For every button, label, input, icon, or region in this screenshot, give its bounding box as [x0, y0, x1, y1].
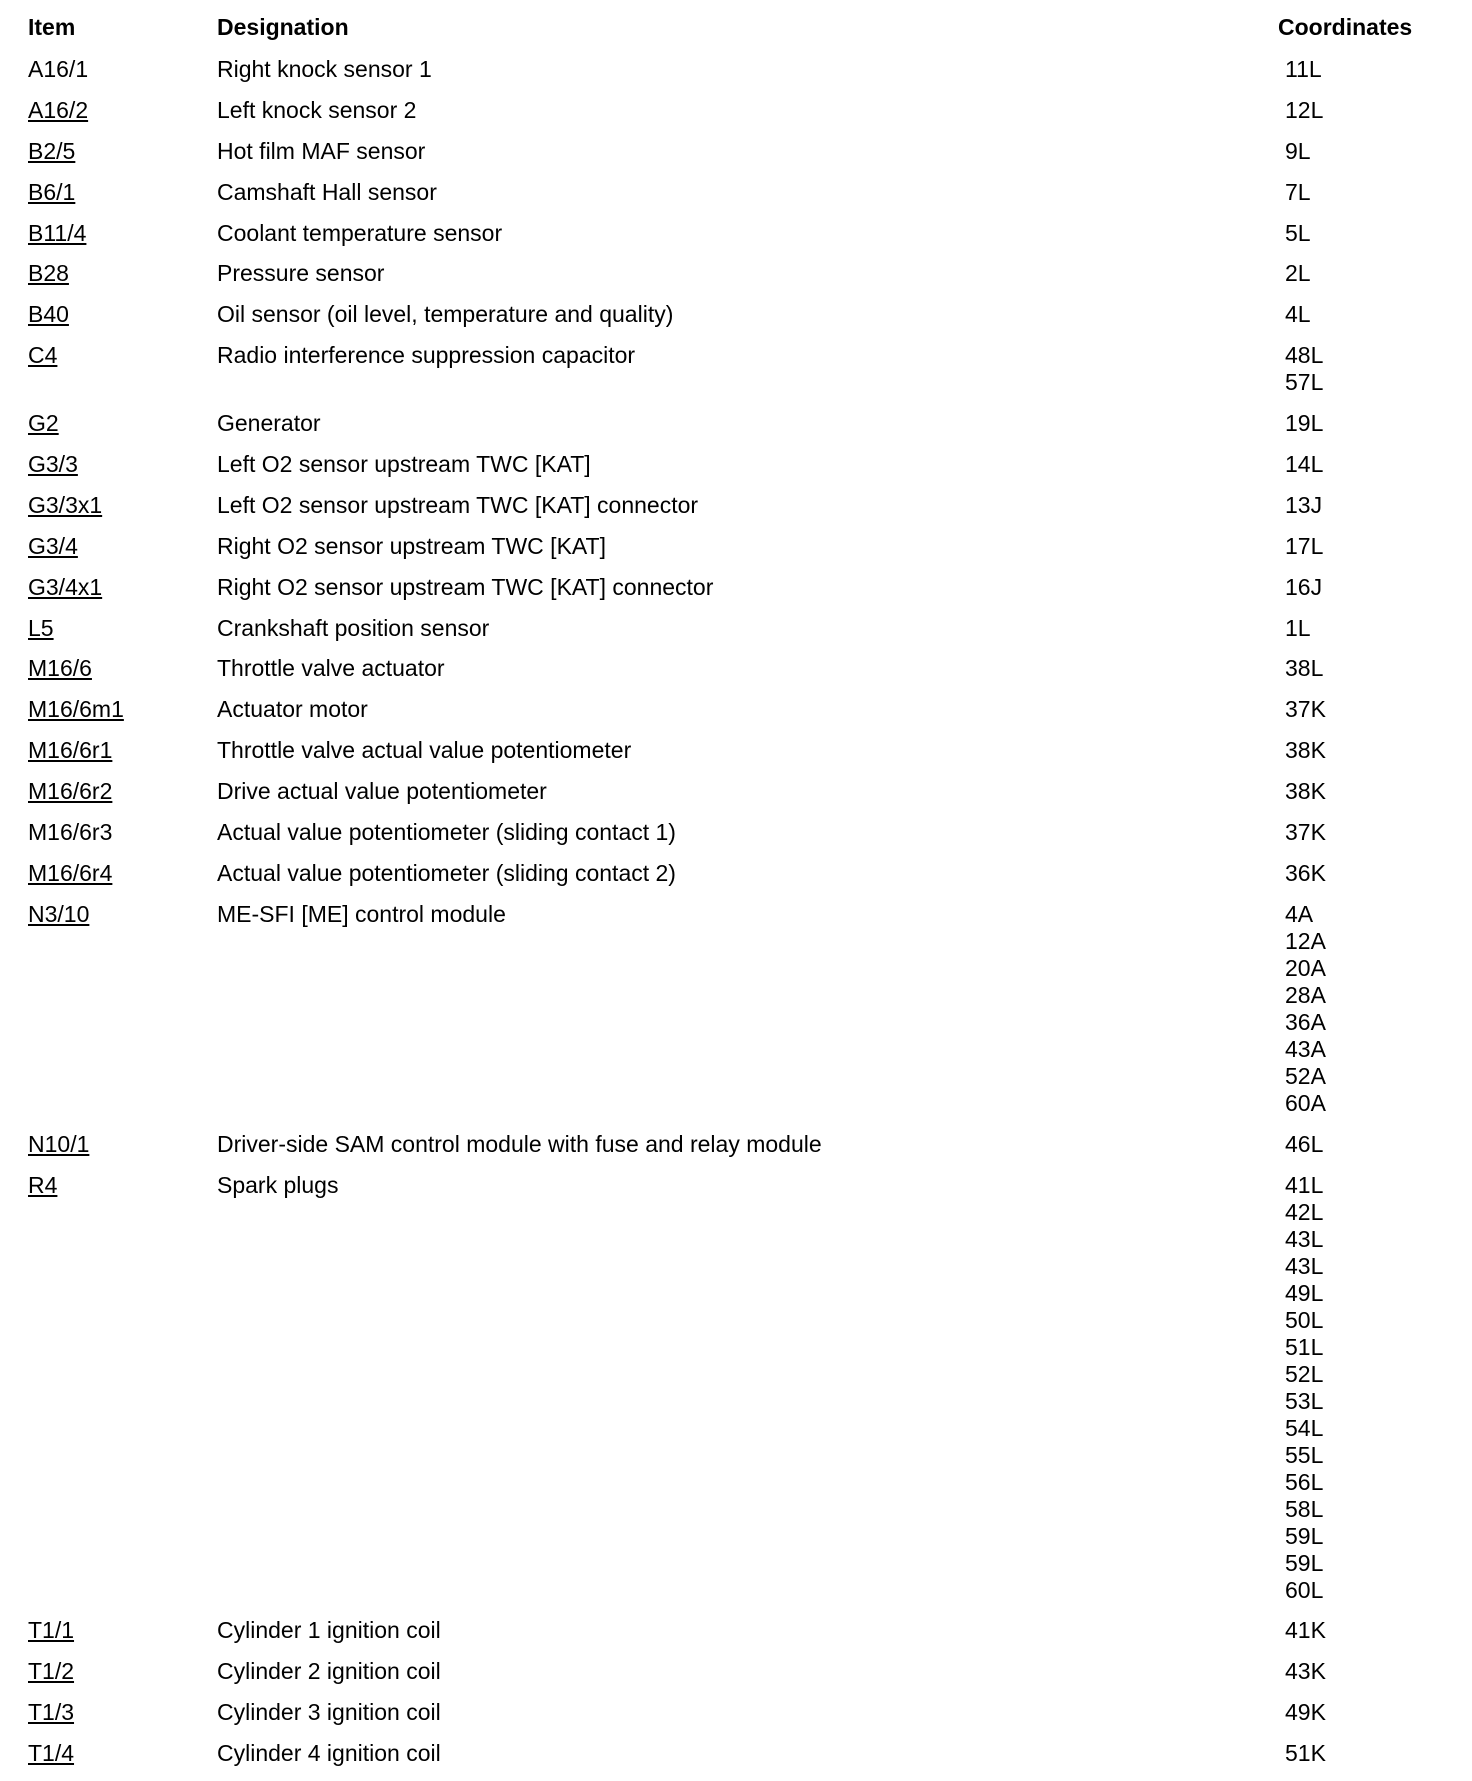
coordinate-value: 43A [1285, 1035, 1326, 1062]
table-row [28, 97, 1448, 138]
coordinate-value: 41L [1285, 1171, 1324, 1198]
designation-text: Cylinder 4 ignition coil [217, 1740, 441, 1767]
designation-text: Actual value potentiometer (sliding contact 1) [217, 819, 676, 846]
item-link[interactable]: M16/6r1 [28, 737, 113, 764]
item-link[interactable]: B11/4 [28, 219, 87, 246]
coordinates-cell [1285, 138, 1448, 165]
item-link[interactable]: T1/3 [28, 1699, 75, 1726]
coordinates-cell [1285, 260, 1448, 287]
item-link[interactable]: B6/1 [28, 178, 76, 205]
coordinate-value: 51L [1285, 1333, 1324, 1360]
coordinate-value: 14L [1285, 451, 1324, 478]
coordinate-value: 54L [1285, 1414, 1324, 1441]
coordinate-value: 5L [1285, 219, 1311, 246]
coordinate-value: 38L [1285, 655, 1324, 682]
table-row [28, 1131, 1448, 1172]
table-row [28, 533, 1448, 574]
coordinate-value: 60L [1285, 1576, 1324, 1603]
designation-text: Hot film MAF sensor [217, 137, 426, 164]
table-row [28, 860, 1448, 901]
coordinates-cell [1285, 1658, 1448, 1685]
table-row [28, 451, 1448, 492]
coordinate-value: 53L [1285, 1387, 1324, 1414]
coordinate-value: 59L [1285, 1522, 1324, 1549]
coordinates-cell [1285, 615, 1448, 642]
coordinate-value: 4A [1285, 900, 1314, 927]
table-row [28, 138, 1448, 179]
component-legend-table [28, 12, 1448, 1781]
table-body [28, 56, 1448, 1781]
coordinate-value: 46L [1285, 1130, 1324, 1157]
coordinate-value: 57L [1285, 369, 1324, 396]
designation-text: Throttle valve actual value potentiometer [217, 737, 632, 764]
item-link[interactable]: B28 [28, 260, 69, 287]
designation-text: Right knock sensor 1 [217, 56, 432, 82]
item-link[interactable]: M16/6 [28, 655, 92, 682]
coordinate-value: 9L [1285, 137, 1311, 164]
designation-text: Drive actual value potentiometer [217, 778, 547, 805]
coordinate-value: 38K [1285, 737, 1326, 764]
coordinate-value: 41K [1285, 1617, 1326, 1644]
coordinate-value: 58L [1285, 1495, 1324, 1522]
designation-text: Right O2 sensor upstream TWC [KAT] [217, 532, 606, 559]
coordinate-value: 59L [1285, 1549, 1324, 1576]
coordinate-value: 43L [1285, 1225, 1324, 1252]
coordinate-value: 20A [1285, 954, 1326, 981]
table-row [28, 220, 1448, 261]
coordinates-cell [1285, 533, 1448, 560]
designation-text: Spark plugs [217, 1171, 339, 1198]
coordinate-value: 1L [1285, 614, 1311, 641]
coordinates-cell [1285, 220, 1448, 247]
coordinate-value: 43L [1285, 1252, 1324, 1279]
table-row [28, 615, 1448, 656]
designation-text: Left O2 sensor upstream TWC [KAT] connector [217, 491, 699, 518]
coordinate-value: 12L [1285, 96, 1324, 123]
coordinates-cell [1285, 1740, 1448, 1767]
coordinate-value: 13J [1285, 491, 1323, 518]
coordinates-cell [1285, 1131, 1448, 1158]
table-row [28, 1172, 1448, 1618]
coordinates-cell [1285, 492, 1448, 519]
item-link[interactable]: G3/3x1 [28, 491, 103, 518]
coordinate-value: 52A [1285, 1062, 1326, 1089]
designation-text: Actual value potentiometer (sliding contact 2) [217, 859, 676, 886]
item-link[interactable]: L5 [28, 614, 54, 641]
item-link[interactable]: B40 [28, 301, 69, 328]
coordinate-value: 55L [1285, 1441, 1324, 1468]
item-link[interactable]: G3/4x1 [28, 573, 103, 600]
coordinate-value: 2L [1285, 260, 1311, 287]
coordinates-cell [1285, 860, 1448, 887]
coordinate-value: 49L [1285, 1279, 1324, 1306]
table-row [28, 179, 1448, 220]
coordinate-value: 28A [1285, 981, 1326, 1008]
designation-text: Actuator motor [217, 696, 368, 723]
table-row [28, 1740, 1448, 1781]
header-item: Item [28, 14, 76, 40]
coordinates-cell [1285, 97, 1448, 124]
item-link[interactable]: C4 [28, 342, 58, 369]
coordinate-value: 17L [1285, 532, 1324, 559]
header-coordinates: Coordinates [1278, 14, 1413, 40]
table-row [28, 1617, 1448, 1658]
table-row [28, 819, 1448, 860]
item-link[interactable]: G3/4 [28, 532, 78, 559]
table-row [28, 260, 1448, 301]
table-row [28, 342, 1448, 410]
table-row [28, 56, 1448, 97]
item-link[interactable]: A16/2 [28, 96, 89, 123]
coordinates-cell [1285, 655, 1448, 682]
item-link[interactable]: T1/4 [28, 1740, 75, 1767]
coordinates-cell [1285, 301, 1448, 328]
coordinate-value: 56L [1285, 1468, 1324, 1495]
coordinate-value: 36A [1285, 1008, 1326, 1035]
designation-text: Crankshaft position sensor [217, 614, 490, 641]
coordinates-cell [1285, 410, 1448, 437]
item-code: A16/1 [28, 56, 89, 82]
header-designation: Designation [217, 14, 349, 40]
designation-text: Left knock sensor 2 [217, 96, 417, 123]
table-row [28, 901, 1448, 1131]
coordinate-value: 60A [1285, 1089, 1326, 1116]
item-link[interactable]: M16/6m1 [28, 696, 124, 723]
designation-text: Left O2 sensor upstream TWC [KAT] [217, 451, 591, 478]
designation-text: Cylinder 3 ignition coil [217, 1699, 441, 1726]
coordinate-value: 7L [1285, 178, 1311, 205]
table-row [28, 1699, 1448, 1740]
coordinates-cell [1285, 778, 1448, 805]
item-link[interactable]: N3/10 [28, 900, 90, 927]
designation-text: Cylinder 1 ignition coil [217, 1617, 441, 1644]
coordinates-cell [1285, 342, 1448, 396]
coordinates-cell [1285, 179, 1448, 206]
item-link[interactable]: N10/1 [28, 1130, 90, 1157]
item-link[interactable]: R4 [28, 1171, 58, 1198]
item-code: M16/6r3 [28, 819, 113, 846]
item-link[interactable]: T1/1 [28, 1617, 75, 1644]
coordinates-cell [1285, 737, 1448, 764]
coordinates-cell [1285, 901, 1448, 1117]
coordinate-value: 43K [1285, 1658, 1326, 1685]
table-row [28, 410, 1448, 451]
coordinate-value: 42L [1285, 1198, 1324, 1225]
item-link[interactable]: M16/6r2 [28, 778, 113, 805]
designation-text: Generator [217, 410, 321, 437]
coordinate-value: 4L [1285, 301, 1311, 328]
designation-text: Throttle valve actuator [217, 655, 445, 682]
designation-text: Cylinder 2 ignition coil [217, 1658, 441, 1685]
table-row [28, 1658, 1448, 1699]
table-row [28, 301, 1448, 342]
coordinates-cell [1285, 574, 1448, 601]
coordinate-value: 37K [1285, 819, 1326, 846]
coordinate-value: 16J [1285, 573, 1323, 600]
item-link[interactable]: M16/6r4 [28, 859, 113, 886]
coordinate-value: 11L [1285, 56, 1322, 82]
table-header [28, 12, 1448, 56]
coordinate-value: 38K [1285, 778, 1326, 805]
coordinates-cell [1285, 56, 1448, 83]
coordinates-cell [1285, 1699, 1448, 1726]
item-link[interactable]: B2/5 [28, 137, 76, 164]
designation-text: ME-SFI [ME] control module [217, 900, 506, 927]
item-link[interactable]: G2 [28, 410, 59, 437]
designation-text: Driver-side SAM control module with fuse and relay module [217, 1130, 822, 1157]
coordinates-cell [1285, 1172, 1448, 1604]
coordinate-value: 49K [1285, 1699, 1326, 1726]
table-row [28, 574, 1448, 615]
item-link[interactable]: G3/3 [28, 451, 78, 478]
coordinates-cell [1285, 451, 1448, 478]
coordinate-value: 37K [1285, 696, 1326, 723]
coordinate-value: 51K [1285, 1740, 1326, 1767]
coordinate-value: 36K [1285, 859, 1326, 886]
coordinates-cell [1285, 696, 1448, 723]
designation-text: Coolant temperature sensor [217, 219, 503, 246]
coordinates-cell [1285, 1617, 1448, 1644]
table-row [28, 492, 1448, 533]
coordinate-value: 50L [1285, 1306, 1324, 1333]
designation-text: Pressure sensor [217, 260, 385, 287]
table-row [28, 655, 1448, 696]
designation-text: Right O2 sensor upstream TWC [KAT] connector [217, 573, 714, 600]
table-row [28, 696, 1448, 737]
coordinate-value: 48L [1285, 342, 1324, 369]
coordinate-value: 52L [1285, 1360, 1324, 1387]
coordinate-value: 19L [1285, 410, 1324, 437]
coordinate-value: 12A [1285, 927, 1326, 954]
table-row [28, 778, 1448, 819]
designation-text: Radio interference suppression capacitor [217, 342, 636, 369]
table-row [28, 737, 1448, 778]
designation-text: Camshaft Hall sensor [217, 178, 437, 205]
coordinates-cell [1285, 819, 1448, 846]
item-link[interactable]: T1/2 [28, 1658, 75, 1685]
designation-text: Oil sensor (oil level, temperature and quality) [217, 301, 674, 328]
